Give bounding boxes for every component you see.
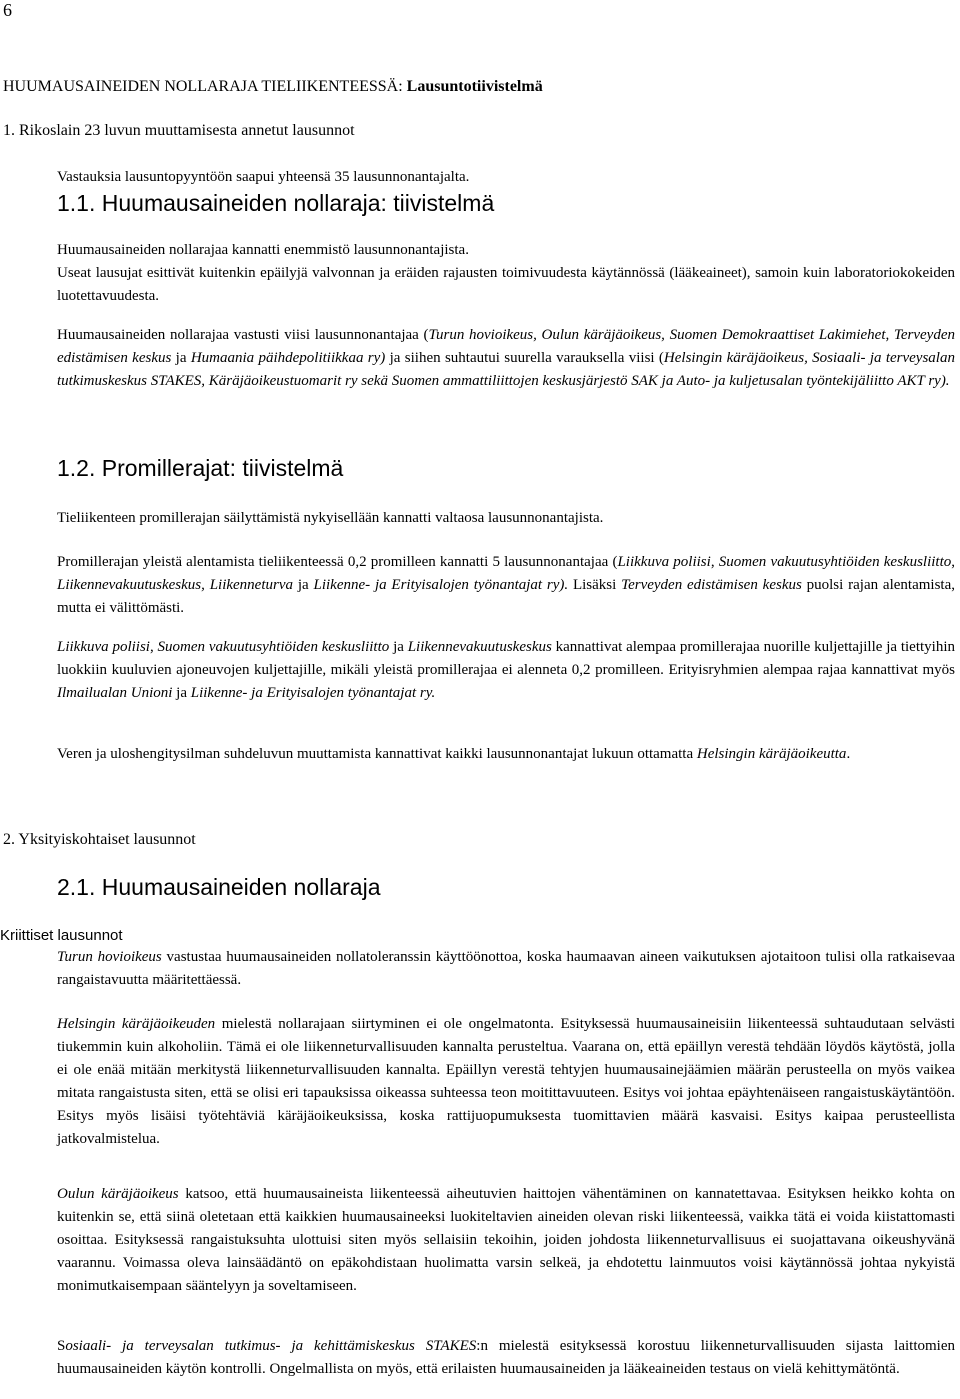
text-run: . [846,746,851,762]
text-run: Veren ja uloshengitysilman suhdeluvun muuttamista kannattivat kaikki lausunnonantajat lukuun ottamatta [57,746,697,762]
critical-statements-heading: Kriittiset lausunnot [0,927,123,944]
subsection-heading-2-1: 2.1. Huumausaineiden nollaraja [57,874,381,900]
italic-text-run: Helsingin käräjäoikeus, Sosiaali- ja terveysalan tutkimuskeskus STAKES, Käräjäoikeustuomarit ry sekä Suomen ammattiliittojen keskusjärjestö SAK ja Auto- ja kuljetusalan työntekijäliitto AKT ry). [57,350,955,389]
text-run: puolsi rajan alentamista, mutta ei välittömästi. [57,577,955,616]
italic-text-run: Helsingin käräjäoikeuden [57,1016,216,1032]
text-run: vastustaa huumausaineiden nollatoleranssin käyttöönottoa, koska haumaavan aineen vaikutuksen ajotaitoon tulisi olla ratkaisevaa rangaistavuutta määritettäessä. [57,949,955,988]
statement-turku [57,946,955,992]
italic-text-run: Turun hovioikeus, Oulun käräjäoikeus, Suomen Demokraattiset Lakimiehet, Terveyden edistämisen keskus [57,327,956,366]
italic-text-run: Turun hovioikeus [57,949,162,965]
statement-stakes [57,1335,955,1381]
text-run: , [710,554,719,570]
paragraph-1-2-d [57,743,955,766]
text-run: ja [293,577,314,593]
paragraph-1-2-b [57,551,955,620]
italic-text-run: Liikkuva poliisi [617,554,711,570]
italic-text-run: Ilmailualan Unioni [57,685,173,701]
italic-text-run: Liikenne- ja Erityisalojen työnantajat ry. [190,685,436,701]
italic-text-run: Liikkuva poliisi [57,639,150,655]
italic-text-run: Humaania päihdepolitiikkaa ry) [190,350,386,366]
statement-helsinki [57,1013,955,1151]
text-run: ja [172,685,191,701]
text-run: Huumausaineiden nollarajaa vastusti viisi lausunnonantajaa ( [57,327,429,343]
section-heading-1: 1. Rikoslain 23 luvun muuttamisesta annetut lausunnot [3,122,355,139]
statement-oulu [57,1183,955,1298]
text-run: ja siihen suhtautui suurella varauksella viisi ( [385,350,664,366]
text-run: katsoo, että huumausaineista liikenteessä aiheutuvien haittojen vähentäminen on kannatettavaa. Esityksen heikko kohta on kuitenkin se, että siinä oletetaan että kaikkien huumausaineeksi luokiteltavien aineiden olevan riski liikenteessä, vaikka tätä ei voida kiistattomasti osoittaa. Esityksessä rangaistuksuhta ulottuisi siten myös sellaisiin tekoihin, joiden johdosta liikenneturvallisuus ei suojattavana oikeushyvänä vaarannu. Voimassa oleva lainsäädäntö on epäkohdistaan huolimatta varsin selkeä, ja ehdotettu lainmuutos voisi käytännössä johtaa nykyistä monimutkaisempaan sääntelyyn ja soveltamiseen. [57,1186,956,1294]
text-run: ja [171,350,191,366]
paragraph-1-2-a: Tieliikenteen promillerajan säilyttämistä nykyisellään kannatti valtaosa lausunnonantajista. [57,510,604,526]
document-title [3,78,543,96]
paragraph-1-1-b: Useat lausujat esittivät kuitenkin epäilyjä valvonnan ja eräiden rajausten toimivuudesta käytännössä (lääkeaineet), samoin kuin laboratoriokokeiden luotettavuudesta. [57,265,955,304]
paragraph-1-1-c [57,324,955,393]
paragraph-1-2-c [57,636,955,705]
italic-text-run: Suomen vakuutusyhtiöiden keskusliitto [718,554,952,570]
italic-text-run: Liikennevakuutuskeskus, Liikenneturva [57,577,294,593]
document-title-main: HUUMAUSAINEIDEN NOLLARAJA TIELIIKENTEESSÄ: [3,78,403,95]
text-run: Lisäksi [568,577,622,593]
italic-text-run: Liikenne- ja Erityisalojen työnantajat ry). [313,577,569,593]
text-run: , [149,639,158,655]
page-number: 6 [3,0,12,20]
paragraph-1-1-a: Huumausaineiden nollarajaa kannatti enemmistö lausunnonantajista. [57,242,469,258]
italic-text-run: Helsingin käräjäoikeutta [696,746,847,762]
text-run: , [951,554,956,570]
text-run: mielestä nollarajaan siirtyminen ei ole ongelmatonta. Esityksessä huumausaineisiin liikenteessä suhtaudutaan selvästi tiukemmin kuin alkoholiin. Tämä ei ole liikenneturvallisuuden kannalta perusteltua. Vaarana on, että epäillyn verestä tehdään löydös käytöstä, jolla ei ole enää mitään merkitystä liikenneturvallisuuden kannalta. Epäillyn verestä tehtyjen huumausainejäämien määrän perusteella on myös vaikea mitata rangaistusta siten, että se olisi eri tapauksissa oikeassa suhteessa teon moitittavuuteen. Esitys voi johtaa epäyhtenäiseen rangaistuskäytäntöön. Esitys myös lisäisi työtehtäviä käräjäoikeuksissa, koska rattijuopumuksesta tuomittavien määrä kasvaisi. Esitys kaipaa perusteellista jatkovalmistelua. [57,1016,955,1147]
subsection-heading-1-2: 1.2. Promillerajat: tiivistelmä [57,455,344,481]
italic-text-run: Terveyden edistämisen keskus [621,577,802,593]
italic-text-run: osiaali- ja terveysalan tutkimus- ja kehittämiskeskus STAKES [65,1338,477,1354]
italic-text-run: Liikennevakuutuskeskus [407,639,552,655]
text-run: ja [389,639,408,655]
intro-paragraph: Vastauksia lausuntopyyntöön saapui yhteensä 35 lausunnonantajalta. [57,169,470,185]
text-run: :n mielestä esityksessä korostuu liikenneturvallisuuden sijasta laittomien huumausaineiden käytön kontrolli. Ongelmallista on myös, että erilaisten huumausaineiden ja lääkeaineiden testaus on vielä kehittymätöntä. [57,1338,955,1377]
italic-text-run: Suomen vakuutusyhtiöiden keskusliitto [157,639,390,655]
text-run: S [57,1338,66,1354]
italic-text-run: Oulun käräjäoikeus [57,1186,179,1202]
text-run: kannattivat alempaa promillerajaa nuorille kuljettajille ja tiettyihin luokkiin kuuluvien ajoneuvojen kuljettajille, mikäli yleistä promillerajaa ei alenneta 0,2 promilleen. Erityisryhmien alempaa rajaa kannattivat myös [57,639,955,678]
text-run: Promillerajan yleistä alentamista tieliikenteessä 0,2 promilleen kannatti 5 lausunnonantajaa ( [57,554,618,570]
subsection-heading-1-1: 1.1. Huumausaineiden nollaraja: tiivistelmä [57,190,495,216]
document-title-bold: Lausuntotiivistelmä [406,78,543,95]
section-heading-2: 2. Yksityiskohtaiset lausunnot [3,831,196,848]
